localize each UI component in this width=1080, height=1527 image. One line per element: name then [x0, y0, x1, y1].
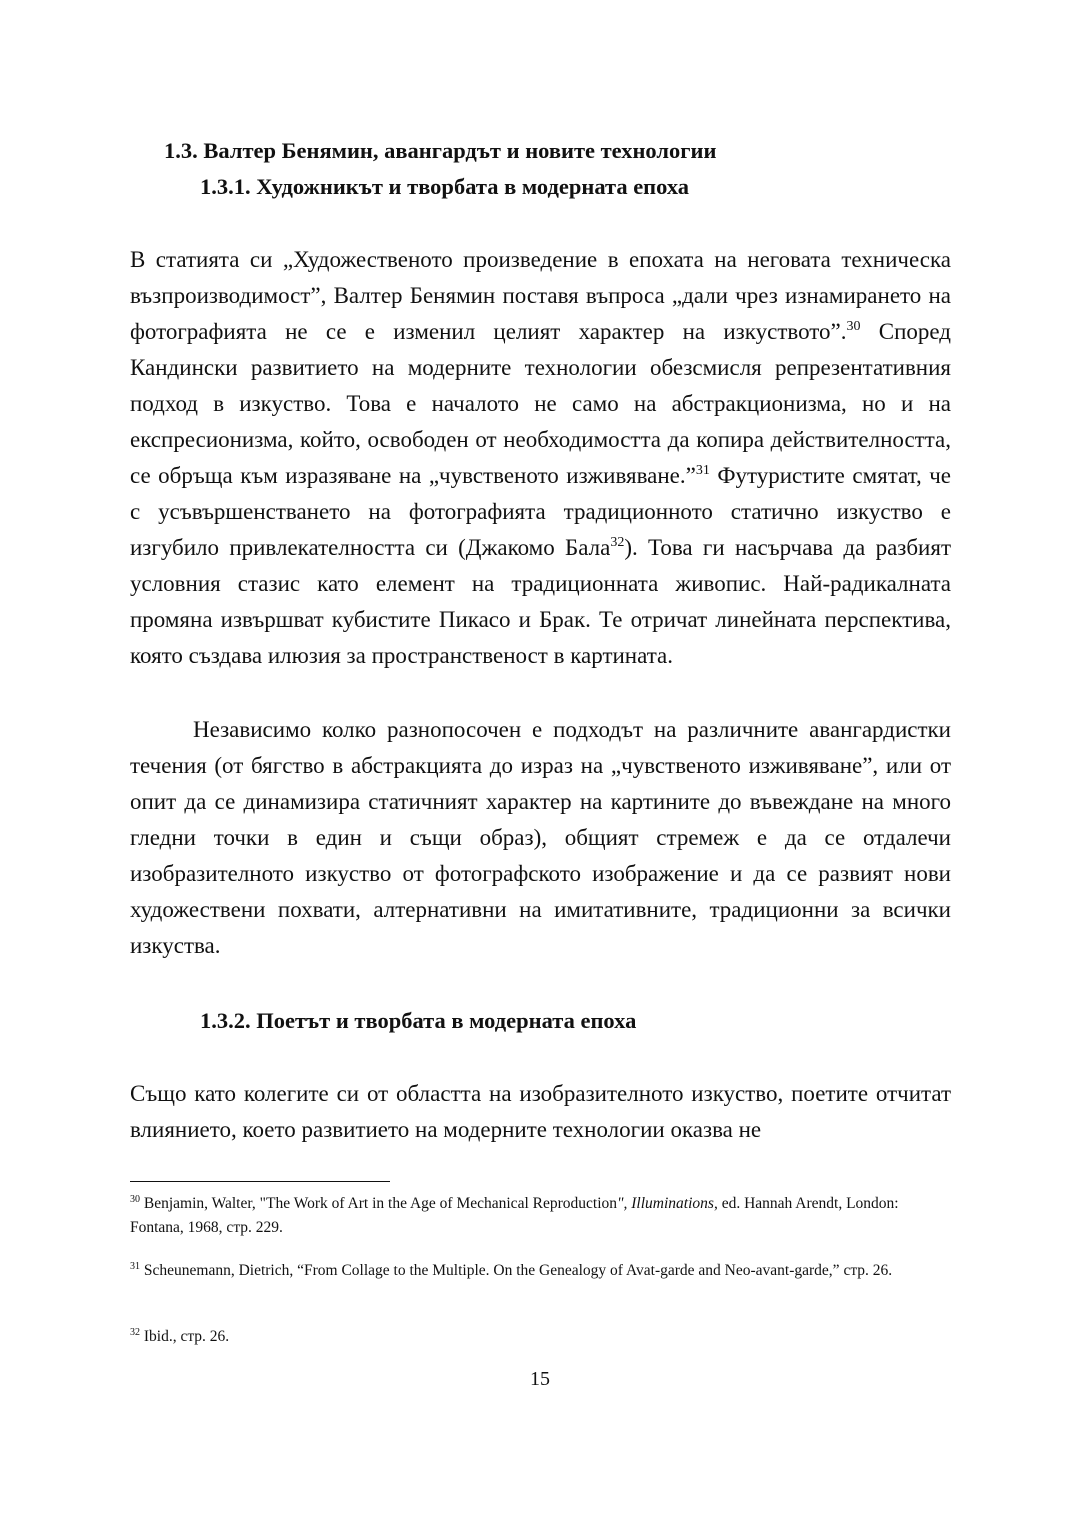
footnote-30-book: Illuminations	[631, 1195, 714, 1212]
subsection-heading-poet: 1.3.2. Поетът и творбата в модерната епоха	[200, 1008, 637, 1033]
section-heading: 1.3. Валтер Бенямин, авангардът и новите технологии	[164, 138, 717, 163]
body-paragraph-3: Също като колегите си от областта на изобразителното изкуство, поетите отчитат влиянието, което развитието на модерните технологии оказва не	[130, 1081, 951, 1142]
footnote-30-publication: , ed. Hannah Arendt, London: Fontana, 1968, стр. 229.	[130, 1195, 899, 1236]
footnote-separator	[130, 1181, 390, 1182]
paragraph-1-text-c: Футуристите смятат, че с усъвършенстването на фотографията традиционното статично изкуство е изгубило привлекателността си (Джакомо Бала	[130, 463, 951, 560]
body-paragraph-2: Независимо колко разнопосочен е подходът на различните авангардистки течения (от бягство в абстракцията до израз на „чувственото изживяване”, или от опит да се динамизира статичният характер на картините до въвеждане на много гледни точки в един и същи образ), общият стремеж е да се отдалечи изобразителното изкуство от фотографското изображение и да се развият нови художествени похвати, алтернативни на имитативните, традиционни за всички изкуства.	[130, 717, 951, 958]
page-number: 15	[530, 1368, 550, 1390]
footnote-32-text: Ibid., стр. 26.	[140, 1328, 230, 1345]
footnote-30	[130, 1192, 930, 1240]
paragraph-1-text-b: Според Кандински развитието на модерните технологии обезсмисля репрезентативния подход в изкуство. Това е началото не само на абстракционизма, но и на експресионизма, който, освободен от необходимостта да копира действителността, се обръща към изразяване на „чувственото изживяване.”	[130, 319, 951, 488]
footnote-32-number: 32	[130, 1327, 140, 1338]
footnote-31-number: 31	[130, 1261, 140, 1272]
footnote-32	[130, 1325, 930, 1349]
footnote-31	[130, 1259, 930, 1283]
footnote-ref-32: 32	[610, 535, 625, 550]
subsection-heading-artist: 1.3.1. Художникът и творбата в модерната епоха	[200, 174, 690, 199]
footnote-31-text: Scheunemann, Dietrich, “From Collage to the Multiple. On the Genealogy of Avat-garde and Neo-avant-garde,” стр. 26.	[140, 1262, 893, 1279]
footnote-ref-30: 30	[846, 319, 861, 334]
paragraph-1-text-a: В статията си „Художественото произведение в епохата на неговата техническа възпроизводимост”, Валтер Бенямин поставя въпроса „дали чрез изнамирането на фотографията не се е изменил целият характер на изкуството”.	[130, 247, 951, 344]
footnote-ref-31: 31	[695, 463, 710, 478]
footnote-30-author: Benjamin, Walter,	[140, 1195, 260, 1212]
footnote-30-title: "The Work of Art in the Age of Mechanical Reproduction	[259, 1195, 617, 1212]
paragraph-1-text-d: ). Това ги насърчава да разбият условния стазис като елемент на традиционната живопис. Най-радикалната промяна извършват кубистите Пикасо и Брак. Те отричат линейната перспектива, която създава илюзия за пространственост в картината.	[130, 535, 951, 668]
body-paragraph-1	[130, 242, 951, 674]
footnote-30-number: 30	[130, 1194, 140, 1205]
footnote-30-quote-close: ",	[617, 1195, 632, 1212]
